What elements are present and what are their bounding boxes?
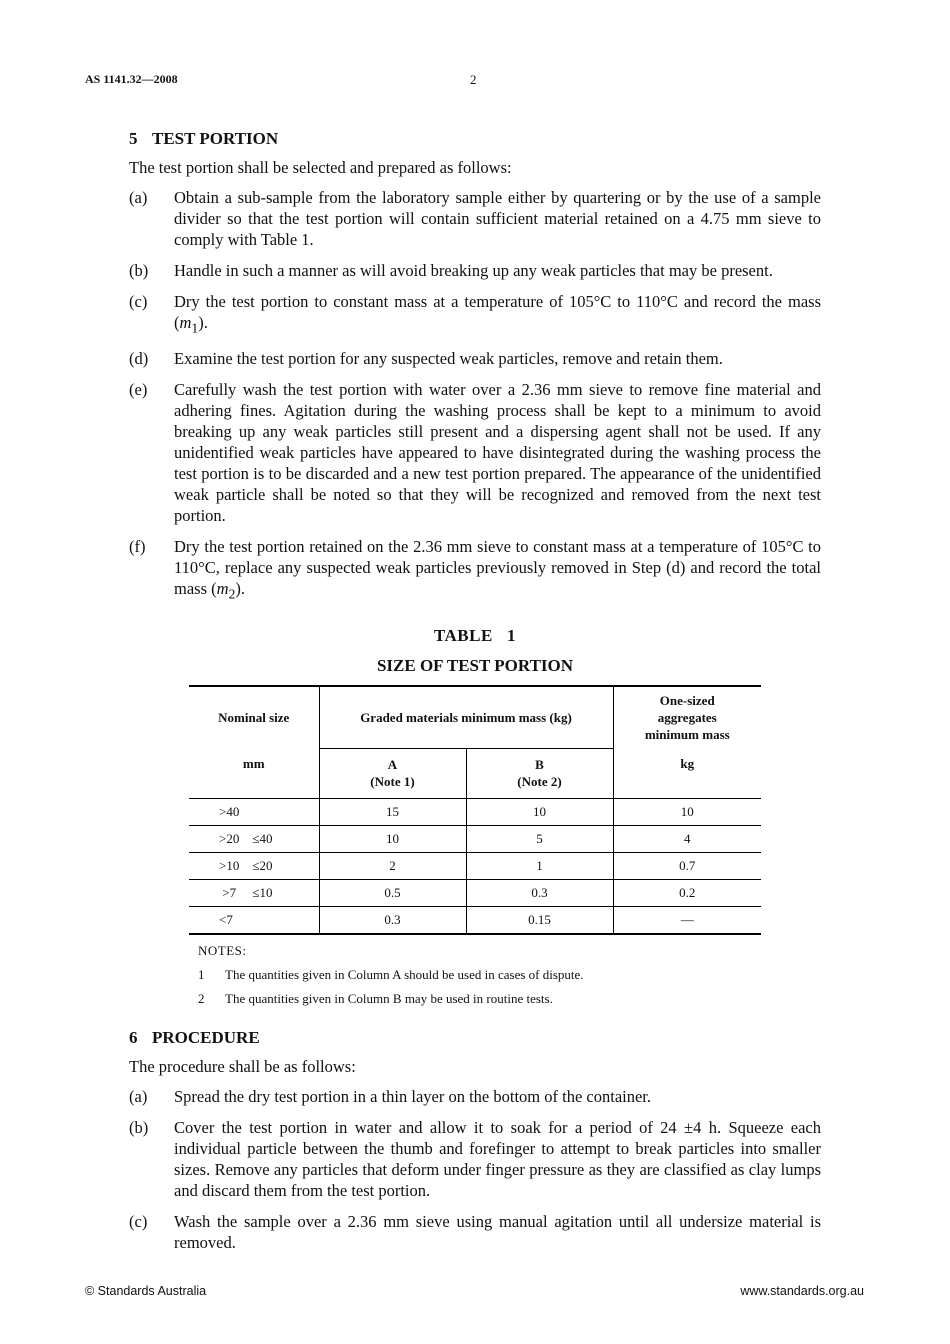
cell-one-sized: 0.2 <box>613 879 761 906</box>
cell-one-sized: 0.7 <box>613 852 761 879</box>
col-header-b: B (Note 2) <box>466 749 613 799</box>
mass-variable: m <box>179 313 192 332</box>
table-row <box>189 825 761 852</box>
note-text: The quantities given in Column A should be used in cases of dispute. <box>225 966 584 982</box>
item-text: Cover the test portion in water and allow it to soak for a period of 24 ±4 h. Squeeze each individual particle between the thumb and forefinger to attempt to break particles into smaller sizes. Remove any particles that deform under finger pressure as they are classified as clay lumps and discard them from the test portion. <box>174 1117 821 1200</box>
notes-heading: NOTES: <box>198 942 247 958</box>
cell-a: 10 <box>319 825 466 852</box>
col-header-graded: Graded materials minimum mass (kg) <box>319 686 613 749</box>
cell-b: 10 <box>466 798 613 825</box>
size-table <box>189 685 761 935</box>
footer-website: www.standards.org.au <box>740 1284 864 1298</box>
item-label: (b) <box>129 1117 149 1137</box>
cell-one-sized: — <box>613 906 761 934</box>
cell-nominal: <7 <box>189 906 319 934</box>
unit-one-sized: kg <box>613 749 761 799</box>
page-content <box>129 128 821 1263</box>
item-label: (d) <box>129 349 149 369</box>
document-id: AS 1141.32—2008 <box>85 72 178 86</box>
cell-b: 0.15 <box>466 906 613 934</box>
section-title: PROCEDURE <box>152 1027 260 1047</box>
table-notes <box>198 943 758 1007</box>
cell-b: 1 <box>466 852 613 879</box>
col-header-a: A (Note 1) <box>319 749 466 799</box>
list-item <box>129 379 821 526</box>
item-text: Dry the test portion retained on the 2.36 mm sieve to constant mass at a temperature of 105°C to 110°C, replace any suspected weak particles previously removed in Step (d) and record the total mass $(m_2)$. <box>174 537 821 602</box>
table-subtitle: SIZE OF TEST PORTION <box>376 655 574 675</box>
table-title: TABLE 1 <box>433 625 517 645</box>
list-item <box>129 1211 821 1253</box>
item-label: (a) <box>129 1086 148 1106</box>
section-number: 5 <box>129 129 138 148</box>
list-item <box>129 536 821 604</box>
table-row <box>189 879 761 906</box>
footer-copyright: © Standards Australia <box>85 1284 207 1298</box>
list-item <box>129 260 821 281</box>
note-text: The quantities given in Column B may be used in routine tests. <box>225 990 553 1006</box>
item-label: (e) <box>129 380 148 400</box>
section-intro: The test portion shall be selected and prepared as follows: <box>129 158 512 177</box>
section-5-heading <box>129 128 821 150</box>
item-label: (b) <box>129 261 149 280</box>
section-intro: The procedure shall be as follows: <box>129 1056 356 1076</box>
item-text: Spread the dry test portion in a thin layer on the bottom of the container. <box>174 1086 652 1106</box>
cell-nominal: >7 ≤10 <box>189 879 319 906</box>
note-item <box>198 967 758 983</box>
col-header-nominal: Nominal size <box>189 686 319 749</box>
cell-a: 0.3 <box>319 906 466 934</box>
cell-a: 0.5 <box>319 879 466 906</box>
item-text: Obtain a sub-sample from the laboratory sample either by quartering or by the use of a sample divider so that the test portion will contain sufficient material retained on a 4.75 mm sieve to comply with Table 1. <box>174 188 821 249</box>
item-text: Wash the sample over a 2.36 mm sieve using manual agitation until all undersize material is removed. <box>174 1211 821 1252</box>
cell-one-sized: 10 <box>613 798 761 825</box>
table-row <box>189 906 761 934</box>
list-item <box>129 291 821 338</box>
item-text: Carefully wash the test portion with water over a 2.36 mm sieve to remove fine material and adhering fines. Agitation during the washing process shall be kept to a minimum to avoid breaking up any weak particles still present and a dispersing agent shall not be used. If any unidentified weak particles have appeared to have disintegrated during the washing process the test portion is to be discarded and a new test portion prepared. The appearance of the unidentified weak particle shall be noted so that they will be recognized and removed from the next test portion. <box>174 380 821 526</box>
cell-a: 15 <box>319 798 466 825</box>
mass-subscript: 2 <box>228 586 236 602</box>
cell-nominal: >40 <box>189 798 319 825</box>
cell-a: 2 <box>319 852 466 879</box>
mass-variable: m <box>216 579 229 599</box>
note-number: 1 <box>198 966 205 982</box>
mass-subscript: 1 <box>191 320 199 336</box>
cell-b: 5 <box>466 825 613 852</box>
section-number: 6 <box>129 1027 138 1047</box>
section-6-heading <box>129 1027 821 1049</box>
section-title: TEST PORTION <box>152 129 279 148</box>
list-item <box>129 187 821 250</box>
table-row <box>189 798 761 825</box>
cell-nominal: >20 ≤40 <box>189 825 319 852</box>
item-label: (c) <box>129 1211 148 1231</box>
table-row <box>189 852 761 879</box>
list-item <box>129 1086 821 1107</box>
item-label: (a) <box>129 188 148 207</box>
col-header-one-sized: One-sized aggregates minimum mass <box>613 686 761 749</box>
item-text: Dry the test portion to constant mass at a temperature of 105°C to 110°C and record the mass $(m_1)$. <box>174 292 821 336</box>
item-label: (c) <box>129 292 148 311</box>
cell-b: 0.3 <box>466 879 613 906</box>
cell-one-sized: 4 <box>613 825 761 852</box>
list-item <box>129 1117 821 1201</box>
list-item <box>129 348 821 369</box>
page-number: 2 <box>470 72 477 87</box>
item-text: Examine the test portion for any suspected weak particles, remove and retain them. <box>174 349 723 369</box>
cell-nominal: >10 ≤20 <box>189 852 319 879</box>
item-text: Handle in such a manner as will avoid breaking up any weak particles that may be present. <box>174 261 773 280</box>
unit-nominal: mm <box>189 749 319 799</box>
note-item <box>198 991 758 1007</box>
item-label: (f) <box>129 537 146 557</box>
note-number: 2 <box>198 990 205 1006</box>
